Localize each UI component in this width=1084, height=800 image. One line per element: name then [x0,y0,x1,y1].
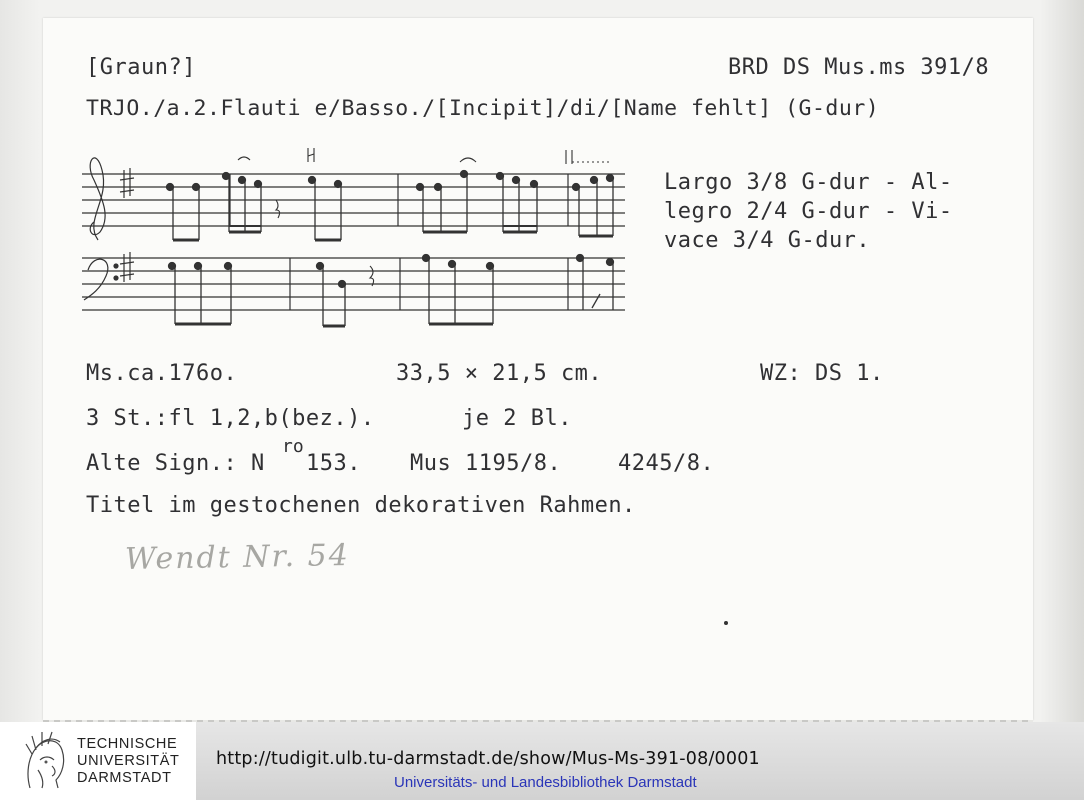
university-name-line-1: TECHNISCHE [77,736,178,752]
mus-number-text: Mus 1195/8. [410,451,562,476]
dimensions-text: 33,5 × 21,5 cm. [396,361,603,386]
old-signature-superscript: ro [282,436,304,457]
old-signature-label: Alte Sign.: N [86,451,265,476]
university-name-line-3: DARMSTADT [77,770,172,786]
university-name-line-2: UNIVERSITÄT [77,753,180,769]
composer-text: [Graun?] [86,55,196,80]
shelfmark-text: BRD DS Mus.ms 391/8 [728,55,990,80]
library-link[interactable]: Universitäts- und Landesbibliothek Darmstadt [394,774,697,791]
ink-dot [724,621,728,625]
university-name [77,736,179,787]
old-signature-value: 153. [306,451,361,476]
watermark-text: WZ: DS 1. [760,361,884,386]
university-logo[interactable] [0,722,196,800]
leaves-text: je 2 Bl. [462,406,572,431]
athena-head-icon [22,730,68,792]
permalink-url[interactable]: http://tudigit.ulb.tu-darmstadt.de/show/Mus-Ms-391-08/0001 [216,749,760,769]
handwritten-annotation: Wendt Nr. 54 [124,538,351,577]
link-bar [196,722,1084,800]
footer-bar [0,722,1084,800]
manuscript-date: Ms.ca.176o. [86,361,238,386]
note-text: Titel im gestochenen dekorativen Rahmen. [86,493,636,518]
title-line: TRJO./a.2.Flauti e/Basso./[Incipit]/di/[Name fehlt] (G-dur) [86,96,880,121]
tempo-line-3: vace 3/4 G-dur. [664,228,871,253]
music-incipit [80,140,640,340]
tempo-line-1: Largo 3/8 G-dur - Al- [664,170,953,195]
other-number-text: 4245/8. [618,451,715,476]
parts-text: 3 St.:fl 1,2,b(bez.). [86,406,375,431]
tempo-line-2: legro 2/4 G-dur - Vi- [664,199,953,224]
